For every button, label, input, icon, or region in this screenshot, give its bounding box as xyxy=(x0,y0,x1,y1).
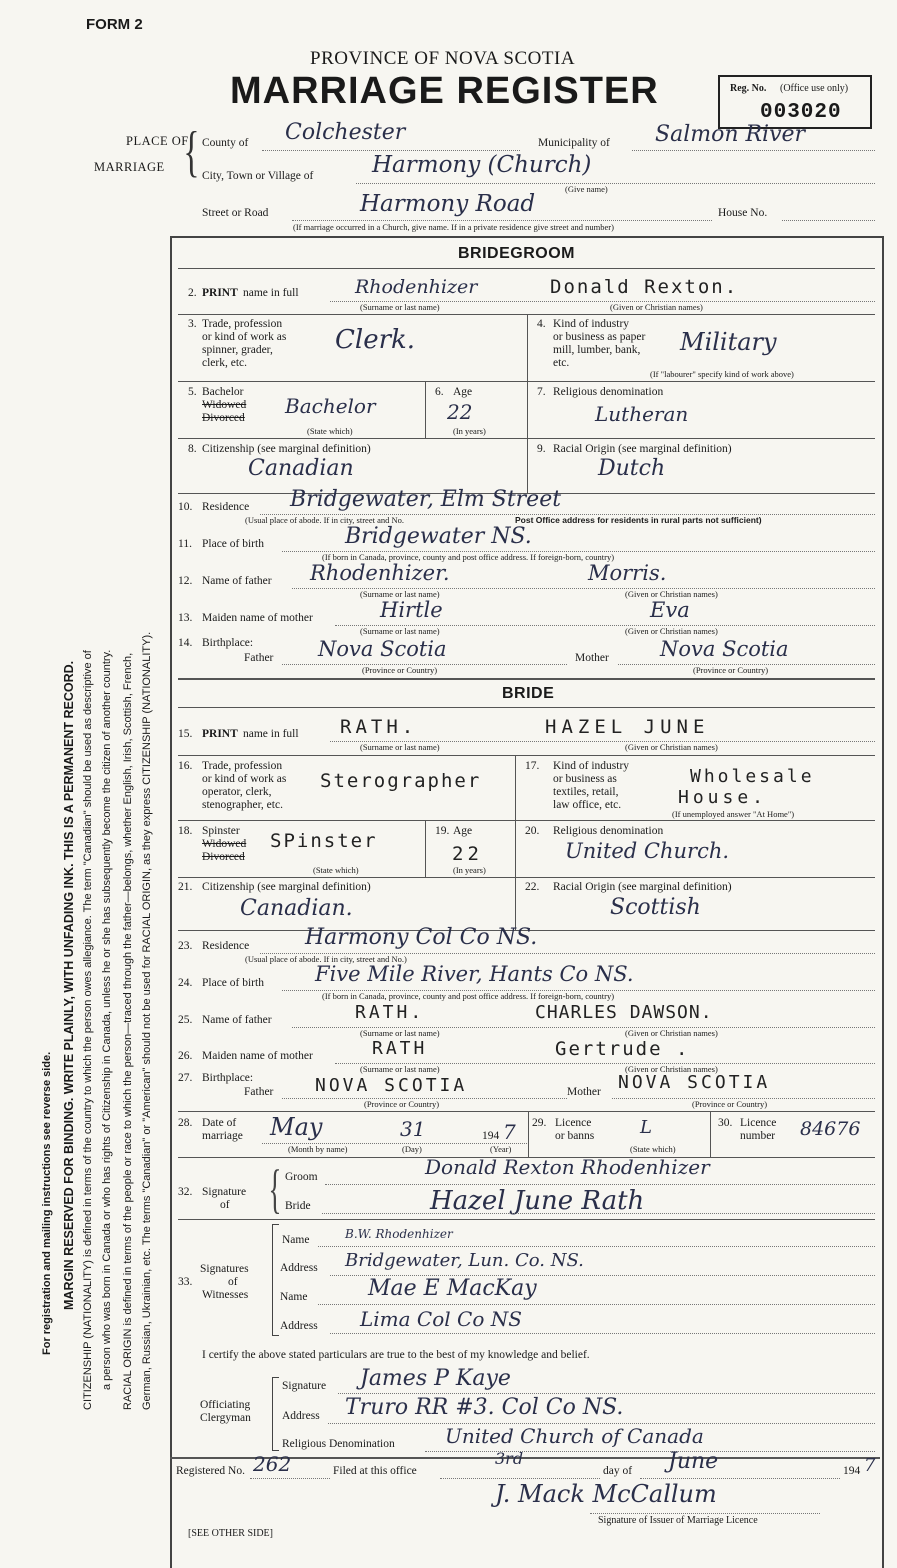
f17-l2: or business as xyxy=(553,773,617,785)
bride-sig-label: Bride xyxy=(285,1200,311,1212)
f3-l2: or kind of work as xyxy=(202,331,287,343)
province-heading: PROVINCE OF NOVA SCOTIA xyxy=(310,48,576,69)
place-label-1: PLACE OF xyxy=(126,134,189,148)
clergy-address: Truro RR #3. Col Co NS. xyxy=(345,1395,624,1420)
f14-father-note: (Province or Country) xyxy=(362,665,438,675)
sig-num: 32. xyxy=(178,1186,193,1198)
f8-num: 8. xyxy=(188,443,197,455)
reg-no-label: Reg. No. xyxy=(730,83,767,94)
groom-surname: Rhodenhizer xyxy=(355,276,478,298)
wit1-name-label: Name xyxy=(282,1234,310,1246)
f13-surname-note: (Surname or last name) xyxy=(360,626,440,636)
f4-l3: mill, lumber, bank, xyxy=(553,344,641,356)
f3-l4: clerk, etc. xyxy=(202,357,248,369)
page-title: MARRIAGE REGISTER xyxy=(230,70,659,112)
f28-day-note: (Day) xyxy=(402,1144,422,1154)
citizenship-definition-1: CITIZENSHIP (NATIONALITY) is defined in terms of the country to which the person owes allegiance. The term "Canadian" should be used as descriptive of xyxy=(82,650,94,1410)
groom-religion: Lutheran xyxy=(595,402,689,426)
groom-industry: Military xyxy=(680,328,777,356)
f29-num: 29. xyxy=(532,1117,547,1129)
f12-surname-note: (Surname or last name) xyxy=(360,589,440,599)
f17-num: 17. xyxy=(525,760,540,772)
bride-signature: Hazel June Rath xyxy=(430,1186,645,1216)
margin-instructions: For registration and mailing instructions see reverse side. xyxy=(41,1051,53,1355)
f12-label: Name of father xyxy=(202,575,272,587)
city-label: City, Town or Village of xyxy=(202,170,314,182)
f9-label: Racial Origin (see marginal definition) xyxy=(553,443,732,455)
f25-num: 25. xyxy=(178,1014,193,1026)
f12-given-note: (Given or Christian names) xyxy=(625,589,718,599)
f13-label: Maiden name of mother xyxy=(202,612,313,624)
f3-num: 3. xyxy=(188,318,197,330)
registered-no: 262 xyxy=(253,1452,292,1476)
f17-l1: Kind of industry xyxy=(553,760,630,772)
f30-l2: number xyxy=(740,1130,776,1142)
groom-citizenship: Canadian xyxy=(248,456,354,481)
f18-num: 18. xyxy=(178,825,193,837)
groom-residence: Bridgewater, Elm Street xyxy=(290,487,562,512)
f4-note: (If "labourer" specify kind of work above) xyxy=(650,369,794,379)
f14-num: 14. xyxy=(178,637,193,649)
f26-surname-note: (Surname or last name) xyxy=(360,1064,440,1074)
groom-given: Donald Rexton. xyxy=(550,276,739,298)
bride-residence: Harmony Col Co NS. xyxy=(305,925,538,950)
f2-label: name in full xyxy=(243,287,299,299)
reg-label: Registered No. xyxy=(176,1465,245,1477)
filed-month: June xyxy=(668,1449,719,1474)
filed-year: 7 xyxy=(864,1455,876,1476)
street-value: Harmony Road xyxy=(360,191,536,217)
f16-l2: or kind of work as xyxy=(202,773,287,785)
city-value: Harmony (Church) xyxy=(372,152,592,178)
groom-age: 22 xyxy=(447,400,473,424)
f2-num: 2. xyxy=(188,287,197,299)
f28-month-note: (Month by name) xyxy=(288,1144,348,1154)
certify-statement: I certify the above stated particulars are true to the best of my knowledge and belief. xyxy=(202,1349,590,1361)
f7-label: Religious denomination xyxy=(553,386,664,398)
bride-industry-2: House. xyxy=(678,787,768,808)
municipality-label: Municipality of xyxy=(538,137,610,149)
licence-or-banns: L xyxy=(640,1117,652,1138)
f25-surname-note: (Surname or last name) xyxy=(360,1028,440,1038)
marriage-month: May xyxy=(270,1113,323,1141)
f11-label: Place of birth xyxy=(202,538,264,550)
f18-l1: Spinster xyxy=(202,825,240,837)
f16-l1: Trade, profession xyxy=(202,760,283,772)
f5-l2: Widowed xyxy=(202,399,247,411)
f20-label: Religious denomination xyxy=(553,825,664,837)
f29-l2: or banns xyxy=(555,1130,595,1142)
wit2-name-label: Name xyxy=(280,1291,308,1303)
issuer-signature: J. Mack McCallum xyxy=(495,1480,717,1508)
f28-l1: Date of xyxy=(202,1117,237,1129)
place-note: (If marriage occurred in a Church, give name. If in a private residence give street and number) xyxy=(293,222,614,232)
witness2-address: Lima Col Co NS xyxy=(360,1307,522,1331)
f19-note: (In years) xyxy=(453,865,486,875)
place-label-2: MARRIAGE xyxy=(94,160,165,174)
f18-l3: Divorced xyxy=(202,851,245,863)
f5-l1: Bachelor xyxy=(202,386,244,398)
f15-given-note: (Given or Christian names) xyxy=(625,742,718,752)
wit-bracket xyxy=(272,1224,279,1336)
bride-racial-origin: Scottish xyxy=(610,895,701,920)
racial-origin-definition-2: German, Russian, Ukrainian, etc. The terms "Canadian" or "American" should not be used for RACIAL ORIGIN, as they express CITIZENSHIP (NATIONALITY). xyxy=(141,631,153,1410)
f29-note: (State which) xyxy=(630,1144,676,1154)
groom-heading: BRIDEGROOM xyxy=(458,245,575,262)
f21-num: 21. xyxy=(178,881,193,893)
give-name-note: (Give name) xyxy=(565,184,608,194)
f26-given-note: (Given or Christian names) xyxy=(625,1064,718,1074)
f27-mother-note: (Province or Country) xyxy=(692,1099,768,1109)
municipality-value: Salmon River xyxy=(655,122,806,147)
bride-father-surname: RATH. xyxy=(355,1002,425,1023)
f21-label: Citizenship (see marginal definition) xyxy=(202,881,371,893)
county-value: Colchester xyxy=(285,120,406,145)
filed-label: Filed at this office xyxy=(333,1465,417,1477)
f30-num: 30. xyxy=(718,1117,733,1129)
f26-label: Maiden name of mother xyxy=(202,1050,313,1062)
bride-surname: RATH. xyxy=(340,716,418,738)
licence-number: 84676 xyxy=(800,1118,861,1140)
f27-father-label: Father xyxy=(244,1086,274,1098)
sig-label-1: Signature xyxy=(202,1186,247,1198)
clergy-label-1: Officiating xyxy=(200,1399,251,1411)
f25-label: Name of father xyxy=(202,1014,272,1026)
wit-num: 33. xyxy=(178,1276,193,1288)
f23-num: 23. xyxy=(178,940,193,952)
f24-note: (If born in Canada, province, county and post office address. If foreign-born, country) xyxy=(322,991,615,1001)
f17-note: (If unemployed answer "At Home") xyxy=(672,809,795,819)
form-id: FORM 2 xyxy=(86,16,143,33)
racial-origin-definition-1: RACIAL ORIGIN is defined in terms of the people or race to which the person—traced through the father—belongs, whether English, Irish, Scottish, French, xyxy=(122,652,134,1410)
f22-num: 22. xyxy=(525,881,540,893)
groom-status: Bachelor xyxy=(285,394,376,418)
groom-father-surname: Rhodenhizer. xyxy=(310,561,450,585)
bride-age: 22 xyxy=(452,843,483,865)
f14-mother-label: Mother xyxy=(575,652,609,664)
f26-num: 26. xyxy=(178,1050,193,1062)
groom-father-birthplace: Nova Scotia xyxy=(318,637,447,661)
marriage-year: 7 xyxy=(503,1120,516,1144)
bride-occupation: Sterographer xyxy=(320,770,482,792)
bride-industry-1: Wholesale xyxy=(690,766,815,787)
f22-label: Racial Origin (see marginal definition) xyxy=(553,881,732,893)
bride-mother-birthplace: NOVA SCOTIA xyxy=(618,1072,771,1093)
county-label: County of xyxy=(202,137,249,149)
filed-day: 3rd xyxy=(495,1449,524,1468)
issuer-label: Signature of Issuer of Marriage Licence xyxy=(598,1515,758,1526)
f15-surname-note: (Surname or last name) xyxy=(360,742,440,752)
f11-note: (If born in Canada, province, county and post office address. If foreign-born, country) xyxy=(322,552,615,562)
wit-label-3: Witnesses xyxy=(202,1289,249,1301)
f12-num: 12. xyxy=(178,575,193,587)
f11-num: 11. xyxy=(178,538,192,550)
f16-num: 16. xyxy=(178,760,193,772)
witness2-name: Mae E MacKay xyxy=(368,1276,537,1301)
f2-print: PRINT xyxy=(202,287,238,299)
f5-l3: Divorced xyxy=(202,412,245,424)
clergy-denom-label: Religious Denomination xyxy=(282,1438,395,1450)
f15-label: name in full xyxy=(243,728,299,740)
f24-num: 24. xyxy=(178,977,193,989)
reg-no-office-note: (Office use only) xyxy=(780,83,849,94)
sig-label-2: of xyxy=(220,1199,230,1211)
sig-brace-icon: { xyxy=(268,1159,282,1219)
f9-num: 9. xyxy=(537,443,546,455)
groom-father-given: Morris. xyxy=(588,561,667,585)
margin-binding-note: MARGIN RESERVED FOR BINDING. WRITE PLAINLY, WITH UNFADING INK. THIS IS A PERMANENT RECORD. xyxy=(62,660,76,1310)
reg-no-value: 003020 xyxy=(760,101,842,124)
bride-father-birthplace: NOVA SCOTIA xyxy=(315,1075,468,1096)
bride-father-given: CHARLES DAWSON. xyxy=(535,1002,713,1023)
f27-label: Birthplace: xyxy=(202,1072,254,1084)
f4-l1: Kind of industry xyxy=(553,318,630,330)
street-label: Street or Road xyxy=(202,207,269,219)
house-no-label: House No. xyxy=(718,207,768,219)
f27-mother-label: Mother xyxy=(567,1086,601,1098)
groom-mother-given: Eva xyxy=(650,598,690,622)
wit-label-1: Signatures xyxy=(200,1263,249,1275)
marriage-day: 31 xyxy=(400,1117,426,1141)
bride-citizenship: Canadian. xyxy=(240,896,353,921)
f16-l4: stenographer, etc. xyxy=(202,799,283,811)
f4-num: 4. xyxy=(537,318,546,330)
wit-label-2: of xyxy=(228,1276,238,1288)
citizenship-definition-2: a person who was born in Canada or who has rights of Citizenship in Canada, unless he or she has subsequently become the citizen of another country. xyxy=(101,649,113,1390)
f28-num: 28. xyxy=(178,1117,193,1129)
f17-l4: law office, etc. xyxy=(553,799,622,811)
f18-l2: Widowed xyxy=(202,838,247,850)
f19-num: 19. xyxy=(435,825,450,837)
f23-label: Residence xyxy=(202,940,250,952)
place-brace-icon: { xyxy=(183,121,200,183)
bride-mother-given: Gertrude . xyxy=(555,1038,690,1060)
f28-l2: marriage xyxy=(202,1130,243,1142)
f10-note-bold: Post Office address for residents in rural parts not sufficient) xyxy=(515,515,762,525)
groom-mother-surname: Hirtle xyxy=(380,598,443,622)
f6-note: (In years) xyxy=(453,426,486,436)
f15-print: PRINT xyxy=(202,728,238,740)
witness1-name: B.W. Rhodenhizer xyxy=(345,1227,453,1241)
f7-num: 7. xyxy=(537,386,546,398)
bride-given: HAZEL JUNE xyxy=(545,716,710,738)
filed-year-prefix: 194 xyxy=(843,1465,861,1477)
f15-num: 15. xyxy=(178,728,193,740)
f8-label: Citizenship (see marginal definition) xyxy=(202,443,371,455)
bride-heading: BRIDE xyxy=(502,685,555,702)
groom-racial-origin: Dutch xyxy=(598,456,666,481)
f6-label: Age xyxy=(453,386,473,398)
marriage-year-prefix: 194 xyxy=(482,1130,500,1142)
f13-num: 13. xyxy=(178,612,193,624)
clergy-denomination: United Church of Canada xyxy=(445,1424,704,1448)
clergy-label-2: Clergyman xyxy=(200,1412,251,1424)
f28-year-note: (Year) xyxy=(490,1144,512,1154)
f20-num: 20. xyxy=(525,825,540,837)
groom-birthplace: Bridgewater NS. xyxy=(345,524,532,549)
see-other-side: [SEE OTHER SIDE] xyxy=(188,1528,273,1539)
f14-label: Birthplace: xyxy=(202,637,254,649)
groom-sig-label: Groom xyxy=(285,1171,318,1183)
bride-mother-surname: RATH xyxy=(372,1038,428,1059)
f5-num: 5. xyxy=(188,386,197,398)
f4-l2: or business as paper xyxy=(553,331,646,343)
wit2-address-label: Address xyxy=(280,1320,318,1332)
witness1-address: Bridgewater, Lun. Co. NS. xyxy=(345,1250,584,1271)
groom-occupation: Clerk. xyxy=(335,325,416,355)
f27-father-note: (Province or Country) xyxy=(364,1099,440,1109)
groom-signature: Donald Rexton Rhodenhizer xyxy=(425,1155,710,1179)
f6-num: 6. xyxy=(435,386,444,398)
clergy-signature: James P Kaye xyxy=(360,1366,511,1391)
f10-note: (Usual place of abode. If in city, street and No. xyxy=(245,515,405,525)
f30-l1: Licence xyxy=(740,1117,777,1129)
f19-label: Age xyxy=(453,825,473,837)
f24-label: Place of birth xyxy=(202,977,264,989)
f4-l4: etc. xyxy=(553,357,570,369)
f13-given-note: (Given or Christian names) xyxy=(625,626,718,636)
clergy-bracket xyxy=(272,1377,279,1451)
f23-note: (Usual place of abode. If in city, street and No.) xyxy=(245,954,407,964)
clergy-address-label: Address xyxy=(282,1410,320,1422)
f2-given-note: (Given or Christian names) xyxy=(610,302,703,312)
f10-label: Residence xyxy=(202,501,250,513)
f2-surname-note: (Surname or last name) xyxy=(360,302,440,312)
f16-l3: operator, clerk, xyxy=(202,786,272,798)
groom-mother-birthplace: Nova Scotia xyxy=(660,637,789,661)
f14-mother-note: (Province or Country) xyxy=(693,665,769,675)
f3-l3: spinner, grader, xyxy=(202,344,273,356)
day-of-label: day of xyxy=(603,1465,633,1477)
f27-num: 27. xyxy=(178,1072,193,1084)
f25-given-note: (Given or Christian names) xyxy=(625,1028,718,1038)
bride-religion: United Church. xyxy=(565,839,730,863)
f17-l3: textiles, retail, xyxy=(553,786,619,798)
f3-l1: Trade, profession xyxy=(202,318,283,330)
f18-note: (State which) xyxy=(313,865,359,875)
reg-no-box xyxy=(718,75,872,129)
wit1-address-label: Address xyxy=(280,1262,318,1274)
f10-num: 10. xyxy=(178,501,193,513)
bride-status: SPinster xyxy=(270,830,378,852)
f29-l1: Licence xyxy=(555,1117,592,1129)
f14-father-label: Father xyxy=(244,652,274,664)
clergy-sig-label: Signature xyxy=(282,1380,327,1392)
f5-note: (State which) xyxy=(307,426,353,436)
bride-birthplace: Five Mile River, Hants Co NS. xyxy=(315,962,634,986)
